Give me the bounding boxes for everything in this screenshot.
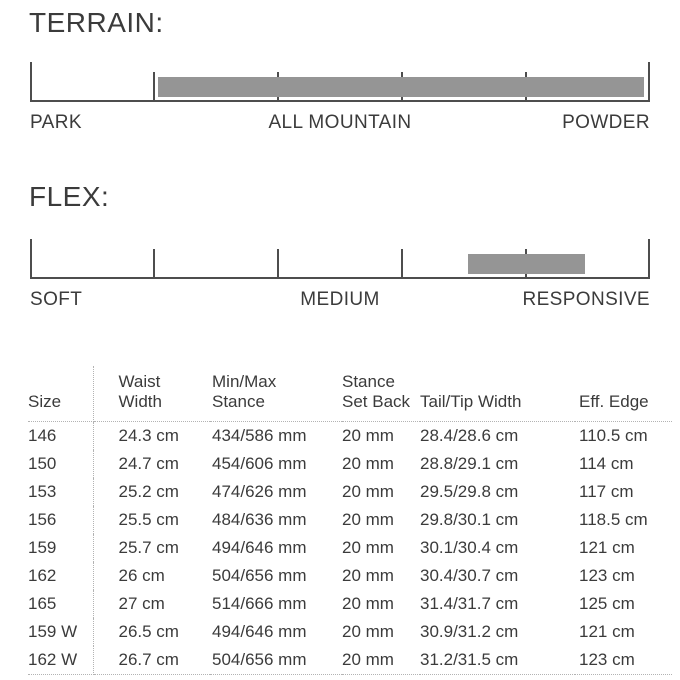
table-row <box>28 534 672 562</box>
cell-waist-width: 25.2 cm <box>118 482 179 501</box>
table-row <box>28 590 672 618</box>
terrain-label-park: PARK <box>30 112 82 133</box>
cell-waist-width: 27 cm <box>118 594 165 613</box>
cell-stance-set-back: 20 mm <box>342 646 420 675</box>
cell-stance-set-back: 20 mm <box>342 566 394 585</box>
cell-eff-edge: 114 cm <box>579 454 634 473</box>
cell-tail-tip-width: 31.2/31.5 cm <box>420 646 575 675</box>
cell-size: 153 <box>28 478 93 506</box>
cell-min-max-stance: 504/656 mm <box>210 646 342 675</box>
column-header-eff-edge: Eff. Edge <box>575 366 672 422</box>
cell-tail-tip-width: 29.8/30.1 cm <box>420 510 519 529</box>
flex-label-soft: SOFT <box>30 289 83 310</box>
terrain-range-bar <box>158 77 644 97</box>
table-row <box>28 450 672 478</box>
column-header-stance-set-back: Stance Set Back <box>342 366 420 422</box>
flex-scale-tick <box>277 249 279 277</box>
table-row <box>28 506 672 534</box>
flex-rating-scale <box>30 239 650 279</box>
cell-eff-edge: 123 cm <box>575 646 672 675</box>
cell-stance-set-back: 20 mm <box>342 454 394 473</box>
cell-waist-width: 25.5 cm <box>118 510 179 529</box>
table-row <box>28 562 672 590</box>
cell-tail-tip-width: 28.4/28.6 cm <box>420 426 519 445</box>
cell-waist-width: 26 cm <box>118 566 165 585</box>
cell-waist-width: 24.3 cm <box>118 426 179 445</box>
cell-size: 162 <box>28 562 93 590</box>
cell-stance-set-back: 20 mm <box>342 510 394 529</box>
cell-min-max-stance: 514/666 mm <box>212 594 307 613</box>
table-row <box>28 646 672 675</box>
cell-tail-tip-width: 30.9/31.2 cm <box>420 622 519 641</box>
cell-eff-edge: 121 cm <box>579 622 635 641</box>
table-row <box>28 618 672 646</box>
cell-stance-set-back: 20 mm <box>342 622 394 641</box>
flex-label-responsive: RESPONSIVE <box>522 289 650 310</box>
cell-tail-tip-width: 29.5/29.8 cm <box>420 482 519 501</box>
cell-stance-set-back: 20 mm <box>342 538 394 557</box>
flex-scale-tick <box>30 239 32 277</box>
header-row <box>28 366 672 422</box>
column-header-waist-width: Waist Width <box>93 366 210 422</box>
flex-label-medium: MEDIUM <box>300 289 380 310</box>
cell-eff-edge: 117 cm <box>579 482 634 501</box>
cell-tail-tip-width: 28.8/29.1 cm <box>420 454 519 473</box>
cell-eff-edge: 110.5 cm <box>579 426 648 445</box>
cell-min-max-stance: 494/646 mm <box>212 538 307 557</box>
cell-size: 156 <box>28 506 93 534</box>
cell-size: 159 <box>28 534 93 562</box>
cell-size: 165 <box>28 590 93 618</box>
column-header-tail-tip-width: Tail/Tip Width <box>420 366 575 422</box>
flex-scale-tick <box>648 239 650 277</box>
table-row <box>28 478 672 506</box>
cell-tail-tip-width: 31.4/31.7 cm <box>420 594 519 613</box>
cell-size: 162 W <box>28 646 93 675</box>
terrain-label-powder: POWDER <box>562 112 650 133</box>
cell-eff-edge: 121 cm <box>579 538 635 557</box>
cell-size: 159 W <box>28 618 93 646</box>
cell-stance-set-back: 20 mm <box>342 482 394 501</box>
cell-min-max-stance: 504/656 mm <box>212 566 307 585</box>
flex-scale-labels <box>30 289 650 313</box>
terrain-scale-tick <box>30 62 32 100</box>
cell-eff-edge: 118.5 cm <box>579 510 648 529</box>
cell-min-max-stance: 494/646 mm <box>212 622 307 641</box>
terrain-rating-scale <box>30 62 650 102</box>
terrain-section-title: TERRAIN: <box>29 7 164 38</box>
terrain-label-all-mountain: ALL MOUNTAIN <box>268 112 412 133</box>
cell-waist-width: 25.7 cm <box>118 538 179 557</box>
cell-eff-edge: 123 cm <box>579 566 635 585</box>
cell-min-max-stance: 454/606 mm <box>212 454 307 473</box>
cell-min-max-stance: 434/586 mm <box>212 426 307 445</box>
cell-stance-set-back: 20 mm <box>342 594 394 613</box>
cell-waist-width: 24.7 cm <box>118 454 179 473</box>
cell-tail-tip-width: 30.4/30.7 cm <box>420 566 519 585</box>
column-header-min-max-stance: Min/Max Stance <box>210 366 342 422</box>
terrain-scale-tick <box>153 72 155 100</box>
cell-stance-set-back: 20 mm <box>342 426 394 445</box>
cell-min-max-stance: 474/626 mm <box>212 482 307 501</box>
cell-eff-edge: 125 cm <box>579 594 635 613</box>
column-header-size: Size <box>28 366 93 422</box>
cell-size: 150 <box>28 450 93 478</box>
flex-scale-tick <box>153 249 155 277</box>
flex-scale-tick <box>401 249 403 277</box>
table-row <box>28 422 672 451</box>
size-spec-table <box>28 366 672 675</box>
cell-tail-tip-width: 30.1/30.4 cm <box>420 538 519 557</box>
flex-section-title: FLEX: <box>29 181 110 212</box>
terrain-scale-labels <box>30 112 650 136</box>
cell-min-max-stance: 484/636 mm <box>212 510 307 529</box>
cell-size: 146 <box>28 422 93 451</box>
terrain-scale-tick <box>648 62 650 100</box>
cell-waist-width: 26.7 cm <box>93 646 210 675</box>
cell-waist-width: 26.5 cm <box>118 622 179 641</box>
flex-range-bar <box>468 254 585 274</box>
